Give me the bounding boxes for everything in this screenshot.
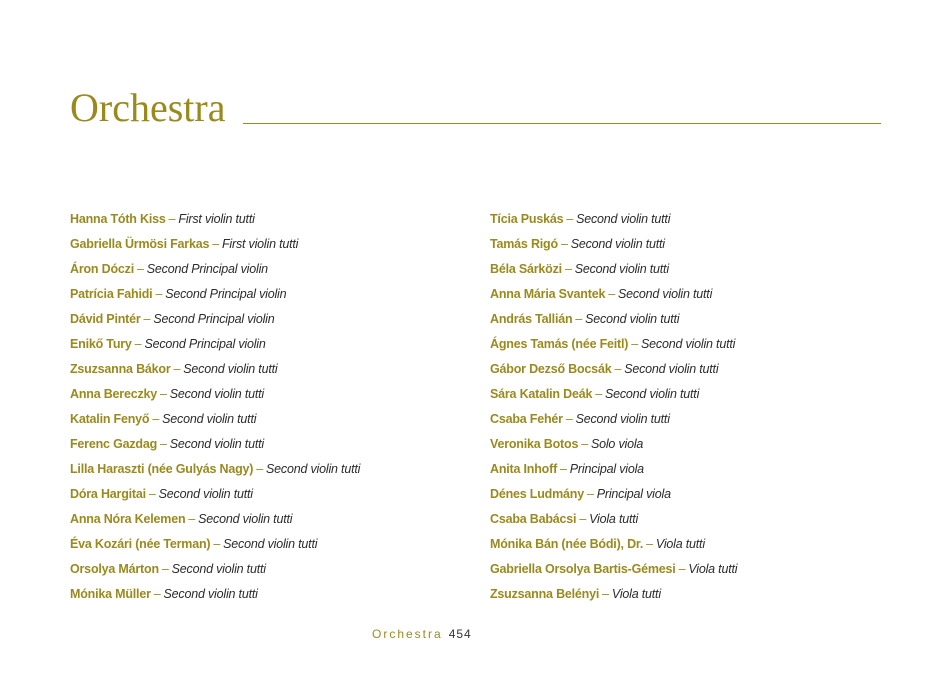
separator-dash: –: [213, 537, 221, 551]
member-name: Dávid Pintér: [70, 312, 141, 326]
member-name: Patrícia Fahidi: [70, 287, 153, 301]
roster-entry: [70, 384, 360, 409]
member-name: Anita Inhoff: [490, 462, 558, 476]
member-name: Sára Katalin Deák: [490, 387, 593, 401]
separator-dash: –: [161, 562, 169, 576]
member-name: Csaba Fehér: [490, 412, 563, 426]
member-role: Second violin tutti: [570, 237, 665, 251]
member-role: Principal viola: [596, 487, 671, 501]
member-name: Béla Sárközi: [490, 262, 562, 276]
separator-dash: –: [586, 487, 594, 501]
member-name: Dóra Hargitai: [70, 487, 146, 501]
roster-entry: [490, 559, 737, 584]
separator-dash: –: [152, 412, 160, 426]
member-role: Viola tutti: [611, 587, 661, 601]
member-name: Orsolya Márton: [70, 562, 159, 576]
member-role: Second violin tutti: [624, 362, 719, 376]
member-name: Veronika Botos: [490, 437, 579, 451]
separator-dash: –: [560, 462, 567, 476]
member-name: Dénes Ludmány: [490, 487, 584, 501]
member-name: Ferenc Gazdag: [70, 437, 158, 451]
member-role: First violin tutti: [178, 212, 255, 226]
member-role: Viola tutti: [688, 562, 738, 576]
separator-dash: –: [212, 237, 219, 251]
separator-dash: –: [143, 312, 151, 326]
separator-dash: –: [136, 262, 144, 276]
member-role: Second violin tutti: [266, 462, 361, 476]
member-name: Katalin Fenyő: [70, 412, 150, 426]
roster-column-left: [70, 209, 360, 609]
separator-dash: –: [256, 462, 264, 476]
member-role: Second violin tutti: [163, 587, 258, 601]
separator-dash: –: [168, 212, 176, 226]
member-role: Second violin tutti: [169, 387, 264, 401]
member-role: Second violin tutti: [183, 362, 278, 376]
member-role: Second Principal violin: [144, 337, 266, 351]
member-role: Second violin tutti: [169, 437, 264, 451]
roster-entry: [70, 559, 360, 584]
separator-dash: –: [155, 287, 163, 301]
separator-dash: –: [579, 512, 587, 526]
member-role: Second violin tutti: [585, 312, 680, 326]
member-name: Éva Kozári (née Terman): [70, 537, 211, 551]
separator-dash: –: [564, 262, 572, 276]
member-name: Anna Mária Svantek: [490, 287, 606, 301]
roster-entry: [70, 409, 360, 434]
separator-dash: –: [595, 387, 602, 401]
separator-dash: –: [575, 312, 583, 326]
separator-dash: –: [160, 437, 167, 451]
member-name: Zsuzsanna Belényi: [490, 587, 600, 601]
roster-entry: [490, 209, 737, 234]
separator-dash: –: [631, 337, 639, 351]
roster-entry: [490, 259, 737, 284]
member-name: András Tallián: [490, 312, 573, 326]
member-role: Second violin tutti: [574, 262, 669, 276]
page-title: Orchestra: [70, 85, 226, 130]
member-role: Second violin tutti: [223, 537, 318, 551]
member-role: Second violin tutti: [604, 387, 700, 401]
footer-section-label: Orchestra: [372, 627, 443, 641]
member-role: Principal viola: [569, 462, 644, 476]
member-role: First violin tutti: [221, 237, 299, 251]
member-name: Gábor Dezső Bocsák: [490, 362, 612, 376]
roster-entry: [70, 359, 360, 384]
roster-entry: [70, 459, 360, 484]
member-name: Tamás Rigó: [490, 237, 558, 251]
roster-entry: [70, 484, 360, 509]
roster-entry: [70, 309, 360, 334]
member-name: Lilla Haraszti (née Gulyás Nagy): [70, 462, 254, 476]
separator-dash: –: [566, 212, 574, 226]
separator-dash: –: [646, 537, 653, 551]
member-name: Anna Bereczky: [70, 387, 158, 401]
member-name: Enikő Tury: [70, 337, 132, 351]
member-name: Ágnes Tamás (née Feitl): [490, 337, 629, 351]
member-name: Csaba Babácsi: [490, 512, 577, 526]
roster-entry: [490, 509, 737, 534]
member-name: Gabriella Ürmösi Farkas: [70, 237, 210, 251]
member-role: Second Principal violin: [153, 312, 275, 326]
member-role: Viola tutti: [589, 512, 639, 526]
separator-dash: –: [614, 362, 622, 376]
roster-entry: [490, 484, 737, 509]
member-role: Viola tutti: [655, 537, 705, 551]
separator-dash: –: [134, 337, 142, 351]
separator-dash: –: [560, 237, 568, 251]
roster-entry: [70, 234, 360, 259]
separator-dash: –: [153, 587, 161, 601]
separator-dash: –: [173, 362, 181, 376]
roster-entry: [490, 459, 737, 484]
roster-entry: [490, 309, 737, 334]
member-role: Second violin tutti: [158, 487, 253, 501]
member-role: Second Principal violin: [165, 287, 287, 301]
roster-entry: [490, 284, 737, 309]
roster-entry: [490, 384, 737, 409]
member-role: Second violin tutti: [575, 412, 670, 426]
roster-entry: [70, 334, 360, 359]
member-role: Solo viola: [590, 437, 644, 451]
title-rule: [243, 123, 881, 124]
roster-entry: [490, 534, 737, 559]
roster-entry: [70, 434, 360, 459]
member-role: Second Principal violin: [146, 262, 268, 276]
member-role: Second violin tutti: [641, 337, 736, 351]
separator-dash: –: [608, 287, 615, 301]
roster-entry: [490, 234, 737, 259]
roster-entry: [490, 434, 737, 459]
member-role: Second violin tutti: [162, 412, 257, 426]
member-role: Second violin tutti: [617, 287, 713, 301]
separator-dash: –: [565, 412, 573, 426]
separator-dash: –: [188, 512, 196, 526]
separator-dash: –: [678, 562, 686, 576]
member-name: Mónika Müller: [70, 587, 151, 601]
roster-entry: [70, 584, 360, 609]
member-name: Hanna Tóth Kiss: [70, 212, 166, 226]
roster-entry: [70, 534, 360, 559]
member-name: Mónika Bán (née Bódi), Dr.: [490, 537, 644, 551]
separator-dash: –: [160, 387, 167, 401]
member-role: Second violin tutti: [171, 562, 266, 576]
roster-entry: [490, 334, 737, 359]
roster-entry: [490, 359, 737, 384]
member-role: Second violin tutti: [576, 212, 671, 226]
separator-dash: –: [581, 437, 588, 451]
member-name: Áron Dóczi: [70, 262, 134, 276]
member-role: Second violin tutti: [198, 512, 293, 526]
roster-entry: [70, 509, 360, 534]
roster-entry: [70, 259, 360, 284]
member-name: Anna Nóra Kelemen: [70, 512, 186, 526]
roster-entry: [490, 409, 737, 434]
roster-entry: [70, 209, 360, 234]
page-number: 454: [448, 627, 472, 641]
page-footer: [372, 627, 472, 641]
member-name: Zsuzsanna Bákor: [70, 362, 171, 376]
roster-entry: [70, 284, 360, 309]
roster-entry: [490, 584, 737, 609]
separator-dash: –: [602, 587, 609, 601]
member-name: Tícia Puskás: [490, 212, 564, 226]
roster-column-right: [490, 209, 737, 609]
separator-dash: –: [148, 487, 156, 501]
member-name: Gabriella Orsolya Bartis-Gémesi: [490, 562, 676, 576]
